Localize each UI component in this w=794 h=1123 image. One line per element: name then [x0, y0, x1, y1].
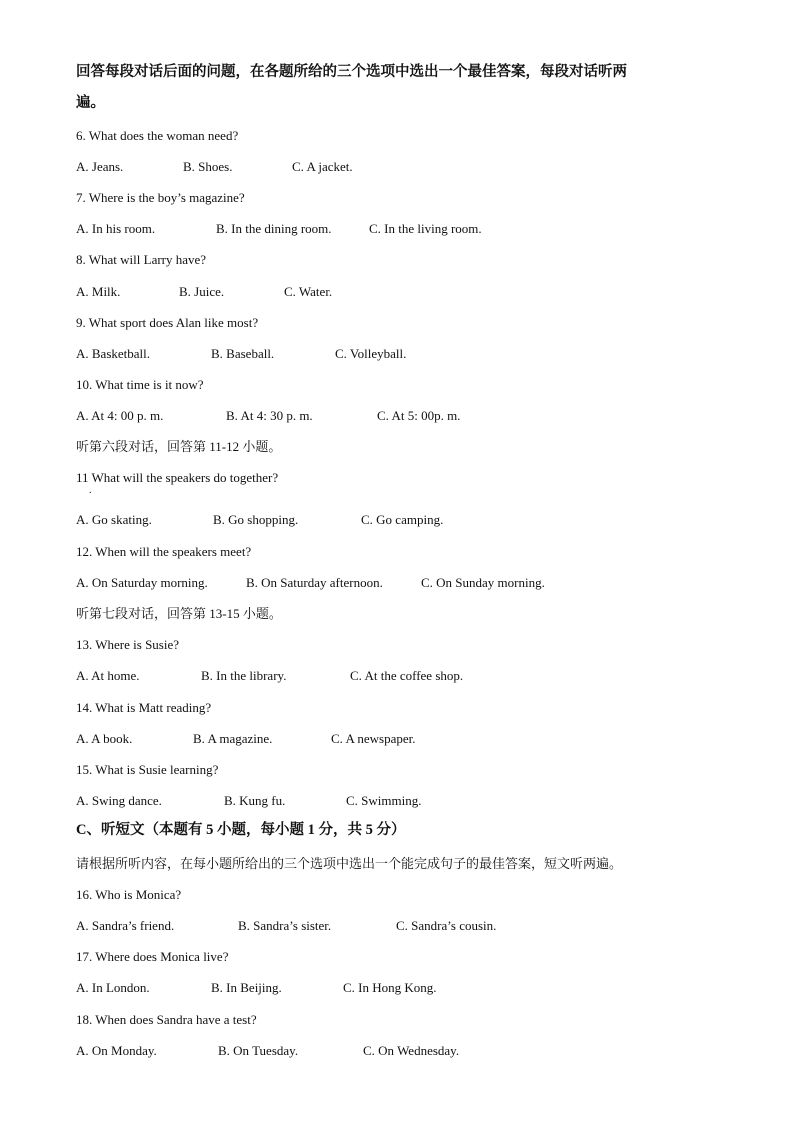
part-c-instruction: 请根据所听内容，在每小题所给出的三个选项中选出一个能完成句子的最佳答案，短文听两遍。	[76, 856, 623, 871]
q13-option-c: C. At the coffee shop.	[350, 668, 464, 683]
q13-option-b: B. In the library.	[201, 668, 287, 683]
q14-option-b: B. A magazine.	[193, 731, 273, 746]
question-8: 8. What will Larry have?	[76, 252, 207, 267]
q15-option-a: A. Swing dance.	[76, 793, 162, 808]
q8-option-c: C. Water.	[284, 284, 333, 299]
q11-option-a: A. Go skating.	[76, 512, 152, 527]
q16-option-c: C. Sandra’s cousin.	[396, 918, 497, 933]
stray-mark: .	[89, 485, 92, 496]
question-13: 13. Where is Susie?	[76, 637, 180, 652]
q6-option-a: A. Jeans.	[76, 159, 124, 174]
question-6: 6. What does the woman need?	[76, 128, 239, 143]
question-9: 9. What sport does Alan like most?	[76, 315, 259, 330]
question-14: 14. What is Matt reading?	[76, 700, 212, 715]
q9-option-c: C. Volleyball.	[335, 346, 407, 361]
q10-option-b: B. At 4: 30 p. m.	[226, 408, 313, 423]
q15-option-c: C. Swimming.	[346, 793, 422, 808]
q14-option-a: A. A book.	[76, 731, 133, 746]
question-12: 12. When will the speakers meet?	[76, 544, 252, 559]
q7-option-c: C. In the living room.	[369, 221, 482, 236]
section-6-instruction: 听第六段对话，回答第 11-12 小题。	[76, 439, 282, 454]
q6-option-b: B. Shoes.	[183, 159, 233, 174]
q11-option-b: B. Go shopping.	[213, 512, 299, 527]
part-c-heading: C、听短文（本题有 5 小题，每小题 1 分，共 5 分）	[76, 822, 406, 838]
intro-line-2: 遍。	[76, 95, 105, 111]
q11-option-c: C. Go camping.	[361, 512, 444, 527]
q7-option-b: B. In the dining room.	[216, 221, 332, 236]
question-11: 11 What will the speakers do together?	[76, 470, 279, 485]
question-16: 16. Who is Monica?	[76, 887, 182, 902]
q16-option-a: A. Sandra’s friend.	[76, 918, 175, 933]
q18-option-b: B. On Tuesday.	[218, 1043, 299, 1058]
q17-option-a: A. In London.	[76, 980, 150, 995]
q18-option-c: C. On Wednesday.	[363, 1043, 460, 1058]
q8-option-b: B. Juice.	[179, 284, 225, 299]
question-15: 15. What is Susie learning?	[76, 762, 219, 777]
q9-option-b: B. Baseball.	[211, 346, 275, 361]
intro-line-1: 回答每段对话后面的问题，在各题所给的三个选项中选出一个最佳答案，每段对话听两	[76, 64, 627, 80]
q16-option-b: B. Sandra’s sister.	[238, 918, 332, 933]
q8-option-a: A. Milk.	[76, 284, 121, 299]
q12-option-c: C. On Sunday morning.	[421, 575, 545, 590]
q18-option-a: A. On Monday.	[76, 1043, 157, 1058]
q7-option-a: A. In his room.	[76, 221, 156, 236]
question-7: 7. Where is the boy’s magazine?	[76, 190, 245, 205]
q10-option-a: A. At 4: 00 p. m.	[76, 408, 164, 423]
question-18: 18. When does Sandra have a test?	[76, 1012, 257, 1027]
q15-option-b: B. Kung fu.	[224, 793, 286, 808]
q17-option-b: B. In Beijing.	[211, 980, 282, 995]
question-17: 17. Where does Monica live?	[76, 949, 229, 964]
q12-option-b: B. On Saturday afternoon.	[246, 575, 383, 590]
section-7-instruction: 听第七段对话，回答第 13-15 小题。	[76, 606, 282, 621]
q10-option-c: C. At 5: 00p. m.	[377, 408, 461, 423]
q6-option-c: C. A jacket.	[292, 159, 353, 174]
q9-option-a: A. Basketball.	[76, 346, 151, 361]
q13-option-a: A. At home.	[76, 668, 140, 683]
q14-option-c: C. A newspaper.	[331, 731, 416, 746]
q12-option-a: A. On Saturday morning.	[76, 575, 208, 590]
q17-option-c: C. In Hong Kong.	[343, 980, 437, 995]
question-10: 10. What time is it now?	[76, 377, 204, 392]
